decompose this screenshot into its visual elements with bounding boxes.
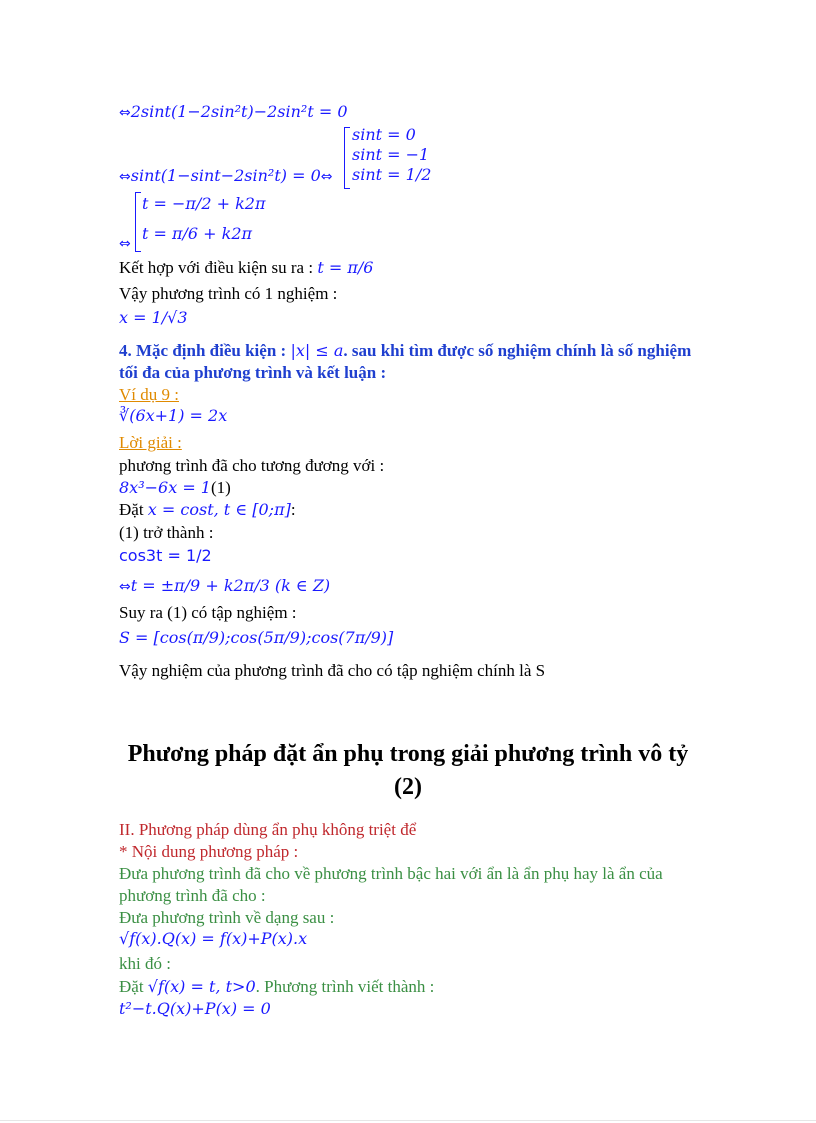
- solset-math: S = [cos(π/9);cos(5π/9);cos(7π/9)]: [119, 628, 394, 647]
- combine-math: t = π/6: [317, 258, 374, 277]
- equation-line-1: [119, 104, 348, 122]
- equation-1: 8x³−6x = 1: [119, 478, 211, 497]
- page-bottom-divider: [0, 1120, 816, 1121]
- solset-text: Suy ra (1) có tập nghiệm :: [119, 603, 297, 622]
- t-solution-line: [119, 578, 330, 596]
- combine-text: Kết hợp với điều kiện su ra :: [119, 258, 314, 277]
- part-2-description: phương trình đã cho :: [119, 886, 266, 905]
- equivalence-arrow-icon: ⇔: [119, 579, 131, 595]
- page-title: Phương pháp đặt ẩn phụ trong giải phương trình vô tỷ: [127, 741, 689, 767]
- set-math: x = cost, t ∈ [0;π]: [147, 500, 291, 519]
- section-4-math: |x| ≤ a: [290, 341, 344, 360]
- case-bracket: [344, 127, 350, 189]
- form-equation: √f(x).Q(x) = f(x)+P(x).x: [119, 929, 308, 948]
- conclusion-text: Vậy phương trình có 1 nghiệm :: [119, 284, 338, 303]
- example-heading: Ví dụ 9 :: [119, 385, 179, 404]
- equivalence-arrow-icon: ⇔: [119, 236, 131, 252]
- equation-line-2: [119, 168, 332, 186]
- section-4-text: 4. Mặc định điều kiện :: [119, 341, 287, 360]
- part-2-heading: II. Phương pháp dùng ẩn phụ không triệt để: [119, 820, 417, 839]
- set-colon: :: [290, 500, 296, 519]
- case-line: sint = −1: [352, 145, 430, 164]
- t-solution: t = ±π/9 + k2π/3 (k ∈ Z): [130, 576, 331, 595]
- set-text: Đặt: [119, 977, 144, 996]
- example-equation: ∛(6x+1) = 2x: [119, 406, 228, 425]
- section-4-line-1: [119, 342, 691, 360]
- section-4-line-2: tối đa của phương trình và kết luận :: [119, 363, 387, 382]
- case-line: t = π/6 + k2π: [142, 224, 253, 243]
- equivalence-arrow-icon: ⇔: [320, 169, 333, 185]
- section-4-text: . sau khi tìm được số nghiệm chính là số nghiệm: [343, 341, 692, 360]
- part-2-description: Đưa phương trình về dạng sau :: [119, 908, 335, 927]
- equation-text: 2sint(1−2sin²t)−2sin²t = 0: [130, 102, 348, 121]
- case-line: sint = 0: [352, 125, 416, 144]
- equiv-text: phương trình đã cho tương đương với :: [119, 456, 385, 475]
- equation-text: sint(1−sint−2sin²t) = 0: [130, 166, 321, 185]
- final-equation: t²−t.Q(x)+P(x) = 0: [119, 999, 271, 1018]
- equivalence-arrow-icon: ⇔: [119, 105, 131, 121]
- set-math: √f(x) = t, t>0: [147, 977, 256, 996]
- solution-heading: Lời giải :: [119, 433, 182, 452]
- case-bracket: [135, 192, 141, 252]
- equation-1-label: (1): [210, 478, 231, 497]
- set-line-2: [119, 978, 434, 996]
- when-text: khi đó :: [119, 954, 171, 973]
- cos-equation: cos3t = 1/2: [119, 546, 212, 565]
- case-line: sint = 1/2: [352, 165, 432, 184]
- set-text: Đặt: [119, 500, 144, 519]
- page-title-number: (2): [394, 774, 422, 800]
- case-line: t = −π/2 + k2π: [142, 194, 266, 213]
- final-text: Vậy nghiệm của phương trình đã cho có tập nghiệm chính là S: [119, 661, 546, 680]
- equation-1-line: [119, 479, 231, 498]
- part-2-description: Đưa phương trình đã cho về phương trình bậc hai với ẩn là ẩn phụ hay là ẩn của: [119, 864, 663, 883]
- set-after-text: . Phương trình viết thành :: [255, 977, 435, 996]
- set-line: [119, 501, 296, 519]
- combine-line: [119, 259, 373, 277]
- equation-line-3: [119, 236, 131, 253]
- equivalence-arrow-icon: ⇔: [119, 169, 131, 185]
- part-2-subheading: * Nội dung phương pháp :: [119, 842, 299, 861]
- becomes-text: (1) trở thành :: [119, 523, 214, 542]
- conclusion-math: x = 1/√3: [119, 308, 188, 327]
